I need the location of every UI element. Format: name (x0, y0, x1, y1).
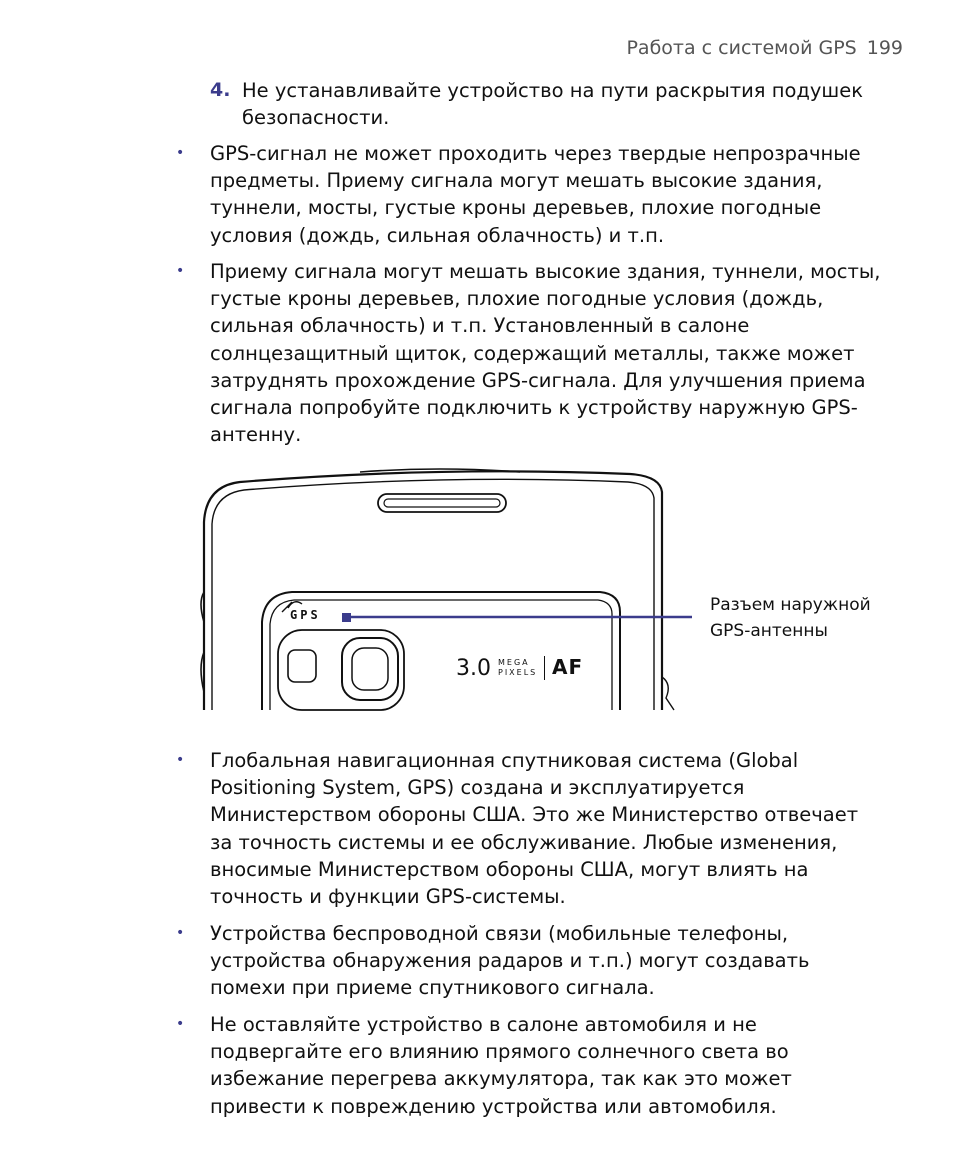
figure-callout (710, 592, 910, 644)
callout-line-1: Разъем наружной (710, 595, 871, 615)
camera-mega-text: MEGA (498, 658, 530, 667)
phone-illustration (200, 462, 880, 712)
gps-label: GPS (290, 608, 321, 622)
phone-back-drawing (200, 462, 880, 712)
bullet-marker: • (176, 925, 185, 941)
running-header (626, 37, 903, 59)
bullet-marker: • (176, 263, 185, 279)
item-number: 4. (210, 79, 231, 101)
camera-mega-pixels (498, 658, 537, 678)
bullet-item (176, 920, 882, 1002)
bullet-marker: • (176, 1016, 185, 1032)
callout-line-2: GPS-антенны (710, 621, 828, 641)
item-text: Устройства беспроводной связи (мобильные телефоны, устройства обнаружения радаров и т.п.) могут создавать помехи при приеме спутникового сигнала. (210, 922, 810, 1000)
item-text: Приему сигнала могут мешать высокие здания, туннели, мосты, густые кроны деревьев, плохие погодные условия (дождь, сильная облачность) и т.п. Установленный в салоне солнцезащитный щиток, содержащий металлы, также может затруднять прохождение GPS-сигнала. Для улучшения приема сигнала попробуйте подключить к устройству наружную GPS-антенну. (210, 260, 881, 447)
bullet-item (176, 258, 882, 448)
numbered-item (210, 77, 882, 131)
item-text: Не устанавливайте устройство на пути раскрытия подушек безопасности. (242, 79, 864, 130)
item-text: Глобальная навигационная спутниковая система (Global Positioning System, GPS) создана и эксплуатируется Министерством обороны США. Это же Министерство отвечает за точность системы и ее обслуживание. Любые изменения, вносимые Министерством обороны США, могут влиять на точность и функции GPS-системы. (210, 749, 859, 909)
page-number: 199 (866, 37, 903, 59)
header-section-title: Работа с системой GPS (626, 37, 857, 59)
item-text: GPS-сигнал не может проходить через твердые непрозрачные предметы. Приему сигнала могут мешать высокие здания, туннели, мосты, густые кроны деревьев, плохие погодные условия (дождь, сильная облачность) и т.п. (210, 142, 861, 247)
camera-pixels-text: PIXELS (498, 668, 538, 677)
camera-divider (544, 656, 545, 680)
bullet-item (176, 747, 882, 910)
item-text: Не оставляйте устройство в салоне автомобиля и не подвергайте его влиянию прямого солнечного света во избежание перегрева аккумулятора, так как это может привести к повреждению устройства или автомобиля. (210, 1013, 792, 1118)
bullet-marker: • (176, 145, 185, 161)
camera-megapixels: 3.0 (456, 656, 491, 681)
bullet-item (176, 140, 882, 249)
camera-af-label: AF (552, 655, 584, 679)
bullet-marker: • (176, 752, 185, 768)
bullet-item (176, 1011, 882, 1120)
